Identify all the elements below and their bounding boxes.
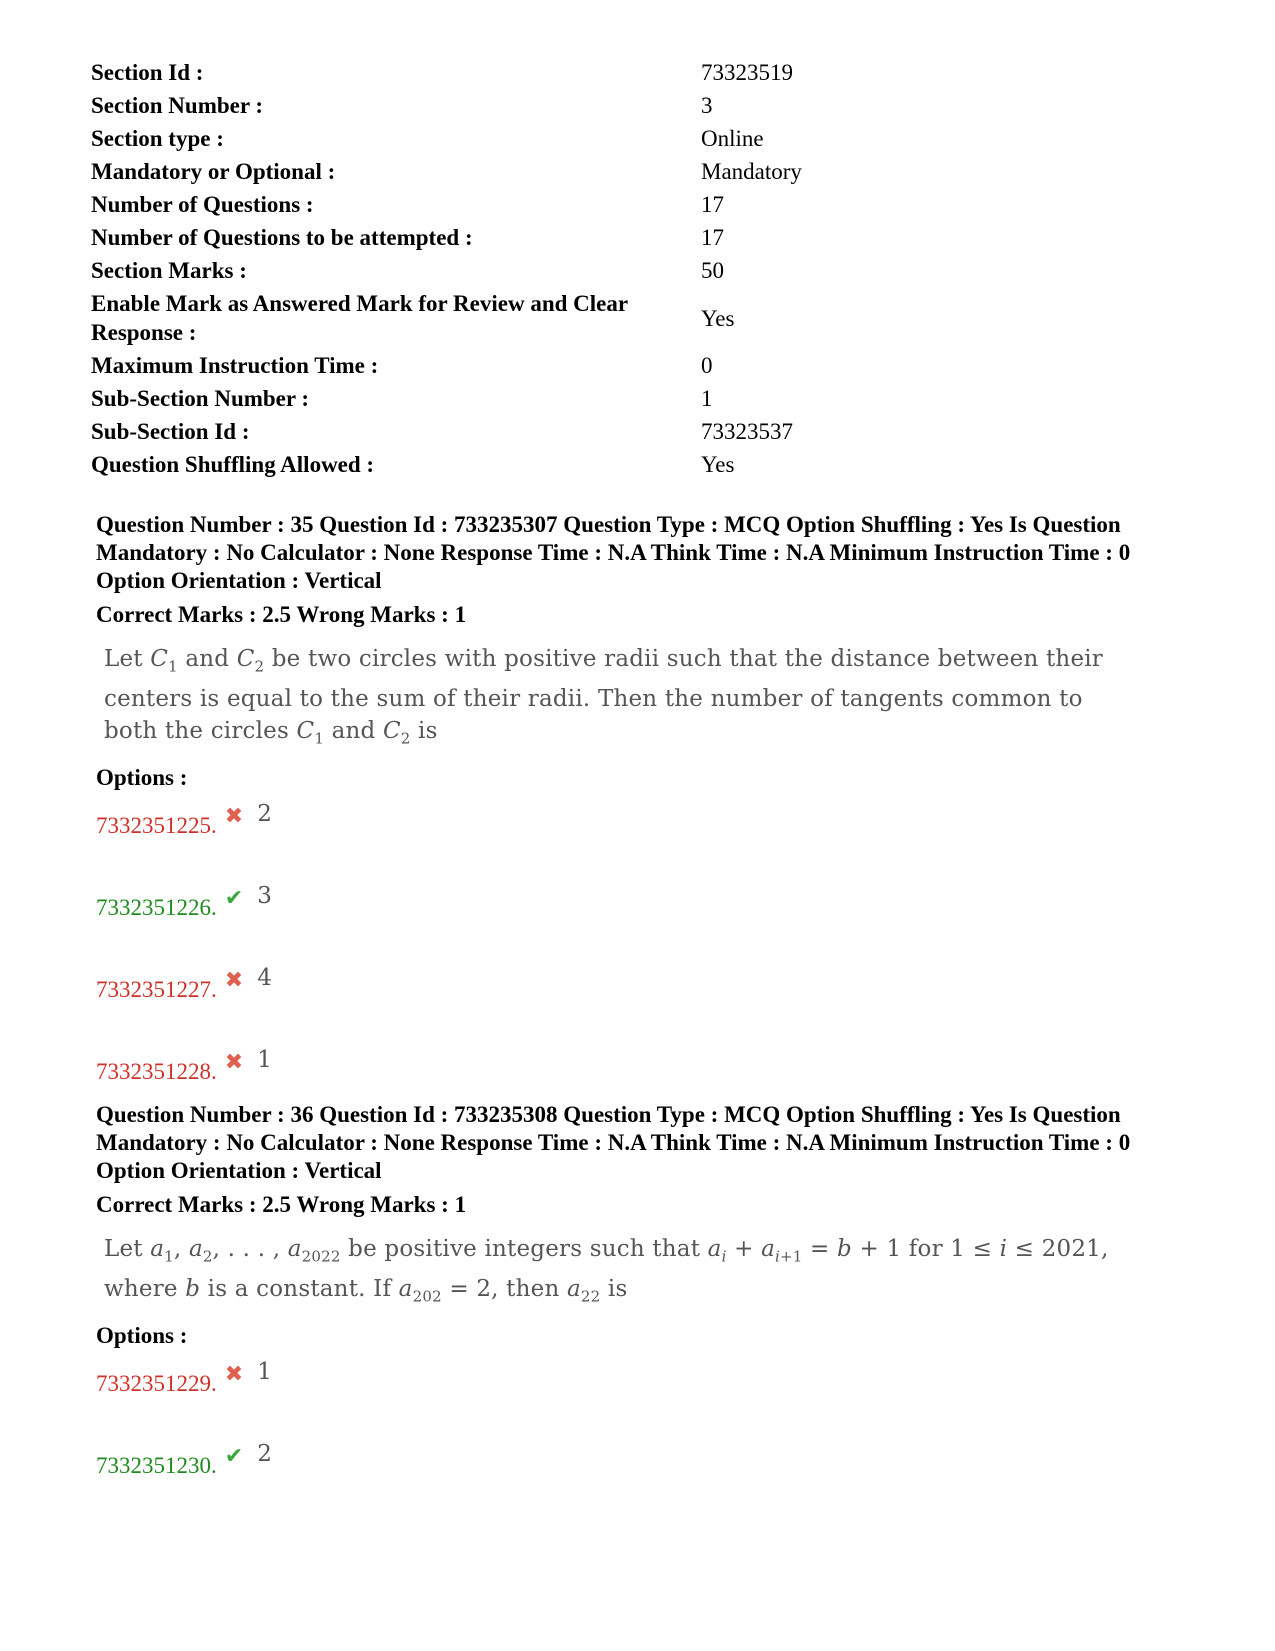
info-row-mandatory (91, 155, 1091, 188)
info-label: Section Marks : (91, 258, 247, 283)
info-label: Section Number : (91, 93, 264, 118)
options-label: Options : (96, 765, 188, 791)
cross-icon: ✖ (224, 1362, 244, 1388)
info-row-subsection-id (91, 415, 1091, 448)
info-value: 3 (701, 93, 713, 118)
info-label: Number of Questions to be attempted : (91, 225, 473, 250)
question-text: Let $a_1$, $a_2$, . . . , $a_{2022}$ be positive integers such that $a_i + a_{i+1} = b + 1$ for 1 ≤ i ≤ 2021, where b is a constant. If $a_{202} = 2$, then $a_{22}$ is (104, 1236, 1109, 1306)
info-row-section-type (91, 122, 1091, 155)
info-label: Number of Questions : (91, 192, 314, 217)
option-text: 1 (257, 1047, 272, 1074)
question-marks: Correct Marks : 2.5 Wrong Marks : 1 (96, 602, 467, 627)
option-text: 4 (257, 965, 272, 992)
option-id: 7332351228. (96, 1059, 217, 1085)
info-row-section-id (91, 56, 1091, 89)
option-text: 1 (257, 1359, 272, 1386)
option-item (96, 1442, 1136, 1514)
question-header: Question Number : 35 Question Id : 733235307 Question Type : MCQ Option Shuffling : Yes Is Question Mandatory : No Calculator : None Response Time : N.A Think Time : N.A Minimum Instruction Time : 0 Option Orientation : Vertical (96, 512, 1131, 593)
info-value: 1 (701, 386, 713, 411)
options-label: Options : (96, 1323, 188, 1349)
info-label: Sub-Section Number : (91, 386, 310, 411)
info-row-max-instruction-time (91, 349, 1091, 382)
info-label: Sub-Section Id : (91, 419, 250, 444)
option-id: 7332351225. (96, 813, 217, 839)
cross-icon: ✖ (224, 968, 244, 994)
option-id: 7332351230. (96, 1453, 217, 1479)
option-id: 7332351227. (96, 977, 217, 1003)
option-item (96, 802, 1136, 874)
option-item (96, 884, 1136, 956)
info-value: 0 (701, 353, 713, 378)
info-value: Yes (701, 305, 735, 331)
info-row-shuffling (91, 448, 1091, 481)
info-label: Section Id : (91, 60, 204, 85)
section-info-table (91, 56, 1091, 481)
question-text: Let $C_1$ and $C_2$ be two circles with positive radii such that the distance between their centers is equal to the sum of their radii. Then the number of tangents common to both the circles $C_1$ and $C_2$ is (104, 646, 1103, 748)
option-id: 7332351229. (96, 1371, 217, 1397)
info-row-enable-mark (91, 287, 1091, 349)
info-value: Mandatory (701, 159, 802, 184)
check-icon: ✔ (224, 886, 244, 912)
option-item (96, 1360, 1136, 1432)
info-label: Question Shuffling Allowed : (91, 452, 375, 477)
question-36 (96, 1101, 1136, 1514)
info-row-section-number (91, 89, 1091, 122)
option-text: 2 (257, 801, 272, 828)
question-35 (96, 511, 1136, 1120)
info-value: Yes (701, 452, 735, 477)
cross-icon: ✖ (224, 1050, 244, 1076)
info-label: Section type : (91, 126, 224, 151)
info-value: Online (701, 126, 764, 151)
cross-icon: ✖ (224, 804, 244, 830)
option-item (96, 966, 1136, 1038)
info-value: 17 (701, 192, 724, 217)
info-value: 50 (701, 258, 724, 283)
info-value: 17 (701, 225, 724, 250)
info-label: Mandatory or Optional : (91, 159, 336, 184)
info-value: 73323537 (701, 419, 793, 444)
info-label: Enable Mark as Answered Mark for Review and Clear Response : (91, 291, 628, 345)
info-row-num-questions (91, 188, 1091, 221)
question-marks: Correct Marks : 2.5 Wrong Marks : 1 (96, 1192, 467, 1217)
option-text: 2 (257, 1441, 272, 1468)
question-header: Question Number : 36 Question Id : 733235308 Question Type : MCQ Option Shuffling : Yes Is Question Mandatory : No Calculator : None Response Time : N.A Think Time : N.A Minimum Instruction Time : 0 Option Orientation : Vertical (96, 1102, 1131, 1183)
option-text: 3 (257, 883, 272, 910)
info-row-subsection-number (91, 382, 1091, 415)
info-label: Maximum Instruction Time : (91, 353, 379, 378)
info-row-num-attempted (91, 221, 1091, 254)
info-value: 73323519 (701, 60, 793, 85)
option-id: 7332351226. (96, 895, 217, 921)
info-row-section-marks (91, 254, 1091, 287)
check-icon: ✔ (224, 1444, 244, 1470)
